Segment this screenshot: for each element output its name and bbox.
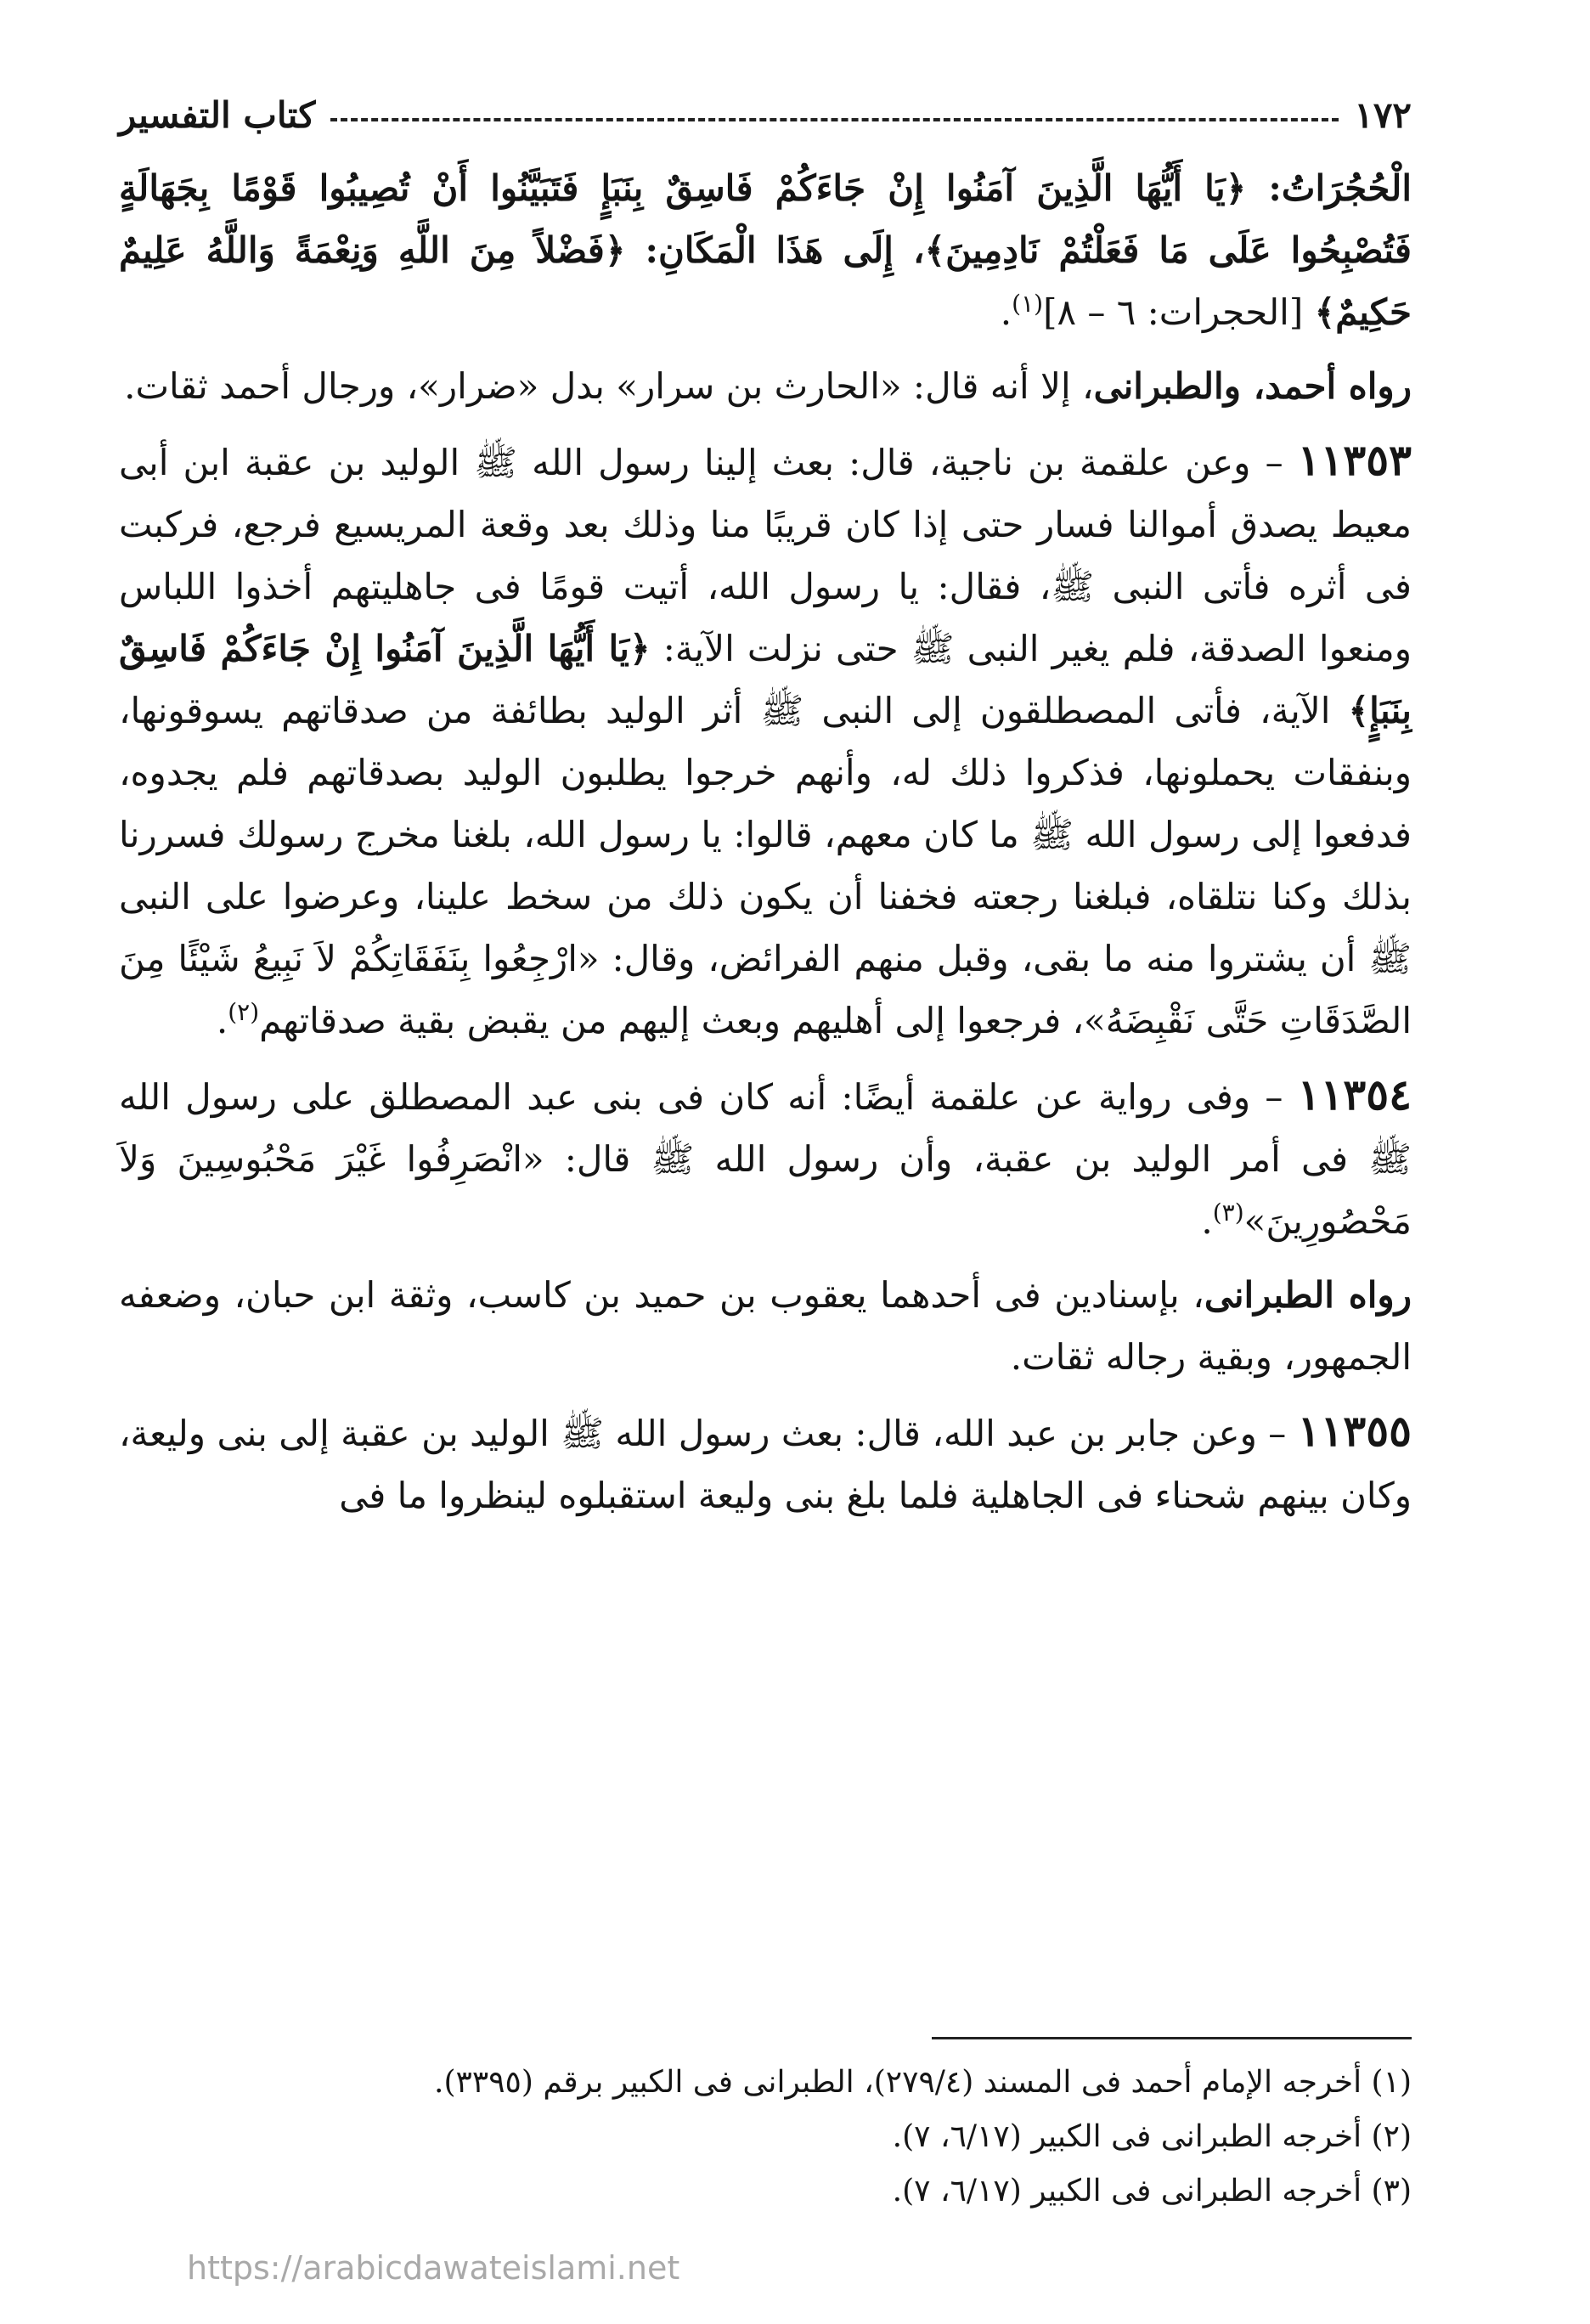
page-number: ١٧٢ [1354,93,1412,136]
header-dashed-rule [330,118,1339,121]
footnote-1: (١) أخرجه الإمام أحمد فى المسند (٢٧٩/٤)، الطبرانى فى الكبير برقم (٣٣٩٥). [434,2065,1412,2100]
quran-verse: ﴿يَا أَيُّهَا الَّذِينَ آمَنُوا إِنْ جَاءَكُمْ فَاسِقٌ بِنَبَإٍ﴾ [119,628,1412,731]
narration-source: رواه أحمد، والطبرانى [1093,365,1412,407]
narration-text: ، إلا أنه قال: «الحارث بن سرار» بدل «ضرار»، ورجال أحمد ثقات. [124,365,1094,407]
footnote-marker: (٣) [1212,1199,1244,1227]
book-title: كتاب التفسير [119,93,316,136]
running-header [119,89,1412,140]
footnote-separator [932,2037,1412,2039]
hadith-text-continued: الآية، فأتى المصطلقون إلى النبى ﷺ أثر الوليد بطائفة من صدقاتهم يسوقونها، وبنفقات يحملونها، فذكروا ذلك له، وأنهم خرجوا يطلبون الوليد بصدقاتهم فلم يجدوه، فدفعوا إلى رسول الله ﷺ ما كان معهم، قالوا: يا رسول الله، بلغنا مخرج رسولك فسررنا بذلك وكنا نتلقاه، فبلغنا رجعته فخفنا أن يكون ذلك من سخط علينا، وعرضوا على النبى ﷺ أن يشتروا منه ما بقى، وقبل منهم الفرائض، وقال: «ارْجِعُوا بِنَفَقَاتِكُمْ لاَ نَبِيعُ شَيْئًا مِنَ الصَّدَقَاتِ حَتَّى نَقْبِضَهُ»، فرجعوا إلى أهليهم وبعث إليهم من يقبض بقية صدقاتهم [119,690,1412,1041]
footnote-3: (٣) أخرجه الطبرانى فى الكبير (٦/١٧، ٧). [892,2174,1412,2208]
hadith-text: – وعن جابر بن عبد الله، قال: بعث رسول الله ﷺ الوليد بن عقبة إلى بنى وليعة، وكان بينهم شحناء فى الجاهلية فلما بلغ بنى وليعة استقبلوه لينظروا ما فى [119,1413,1412,1516]
hadith-text: – وعن علقمة بن ناجية، قال: بعث إلينا رسول الله ﷺ الوليد بن عقبة ابن أبى معيط يصدق أموالنا فسار حتى إذا كان قريبًا منا وذلك بعد وقعة المريسيع فرجع، فركبت فى أثره فأتى النبى ﷺ، فقال: يا رسول الله، أتيت قومًا فى جاهليتهم أخذوا اللباس ومنعوا الصدقة، فلم يغير النبى ﷺ حتى نزلت الآية: [119,442,1412,669]
footnote-marker: (١) [1012,290,1044,318]
watermark-url: https://arabicdawateislami.net [187,2249,680,2287]
hadith-number: ١١٣٥٣ [1297,435,1412,485]
main-text [119,157,1412,1538]
quran-verse: الْحُجُرَاتُ: ﴿يَا أَيُّهَا الَّذِينَ آمَنُوا إِنْ جَاءَكُمْ فَاسِقٌ بِنَبَإٍ فَتَبَيَّنُوا أَنْ تُصِيبُوا قَوْمًا بِجَهَالَةٍ فَتُصْبِحُوا عَلَى مَا فَعَلْتُمْ نَادِمِينَ﴾، إِلَى هَذَا الْمَكَانِ: ﴿فَضْلاً مِنَ اللَّهِ وَنِعْمَةً وَاللَّهُ عَلِيمٌ حَكِيمٌ﴾ [119,167,1412,333]
paragraph-narration-note [119,1264,1412,1388]
hadith-number: ١١٣٥٤ [1297,1069,1412,1120]
hadith-text: – وفى رواية عن علقمة أيضًا: أنه كان فى بنى عبد المصطلق على رسول الله ﷺ فى أمر الوليد بن عقبة، وأن رسول الله ﷺ قال: «انْصَرِفُوا غَيْرَ مَحْبُوسِينَ وَلاَ مَحْصُورِينَ» [119,1076,1412,1242]
hadith-number: ١١٣٥٥ [1297,1406,1412,1456]
sentence-end: . [1201,1200,1213,1242]
footnotes [119,2056,1412,2219]
hadith-11355 [119,1400,1412,1526]
hadith-11354 [119,1063,1412,1252]
paragraph-quran-verse [119,157,1412,343]
hadith-11353 [119,429,1412,1052]
footnote-2: (٢) أخرجه الطبرانى فى الكبير (٦/١٧، ٧). [892,2119,1412,2154]
sentence-end: . [216,1000,228,1041]
narration-text: ، بإسنادين فى أحدهما يعقوب بن حميد بن كاسب، وثقة ابن حبان، وضعفه الجمهور، وبقية رجاله ثقات. [119,1274,1412,1378]
verse-reference: [الحجرات: ٦ – ٨] [1043,291,1315,333]
paragraph-narration-note [119,355,1412,417]
footnote-marker: (٢) [228,998,260,1026]
narration-source: رواه الطبرانى [1204,1274,1412,1316]
sentence-end: . [1000,291,1012,333]
